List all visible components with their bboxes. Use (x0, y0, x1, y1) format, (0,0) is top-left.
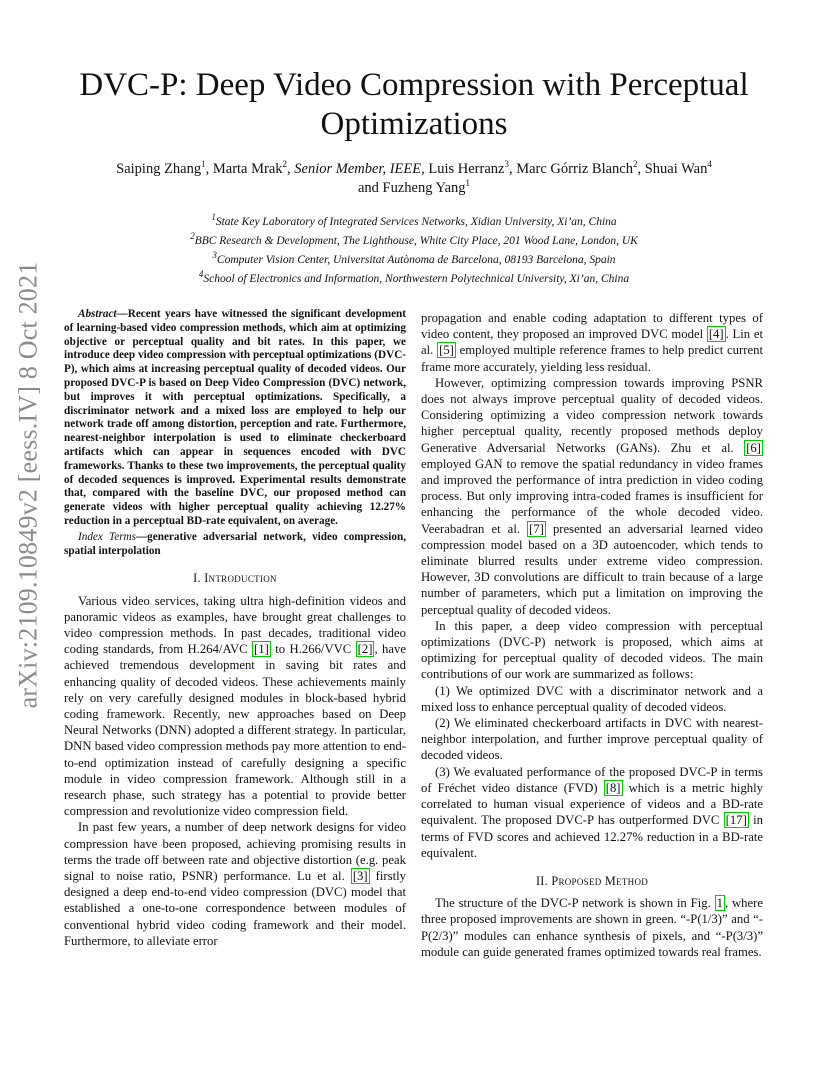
paragraph-text: However, optimizing compression towards improving PSNR does not always improve perceptual quality of decoded videos. Considering optimizing a video compression network towards higher perceptual quality, recently proposed methods deploy Generative Adversarial Networks (GANs). Zhu et al. (421, 375, 763, 455)
left-column (64, 308, 406, 949)
paragraph-text: The structure of the DVC-P network is shown in Fig. (435, 896, 715, 911)
affiliation (80, 213, 748, 232)
citation-link[interactable]: [2] (357, 642, 373, 657)
section-title: Proposed Method (551, 873, 649, 888)
affiliation (80, 232, 748, 251)
paragraph-text: to H.266/VVC (270, 642, 356, 657)
citation-link[interactable]: [17] (725, 813, 747, 828)
citation-link[interactable]: [8] (605, 780, 621, 795)
paragraph-text: , where three proposed improvements are shown in green. “-P(1/3)” and “-P(2/3)” modules can enhance synthesis of pixels, and “-P(3/3)” module can guide generated frames optimized towards real frames. (421, 896, 763, 959)
paragraph-text: (3) We evaluated performance of the proposed DVC-P in terms of Fréchet video distance (FVD) (421, 764, 763, 795)
author-name: , Marc Górriz Blanch (508, 161, 633, 177)
author-name: Luis Herranz (424, 161, 505, 177)
paragraph (64, 819, 406, 949)
citation-link[interactable]: [4] (708, 327, 724, 342)
arxiv-identifier-text: arXiv:2109.10849v2 [eess.IV] 8 Oct 2021 (13, 261, 42, 709)
abstract-label: Abstract (78, 308, 117, 320)
affiliation-marker: 4 (707, 159, 712, 170)
citation-link[interactable]: [6] (746, 440, 761, 455)
citation-link[interactable]: [5] (439, 343, 454, 358)
affiliation-text: State Key Laboratory of Integrated Services Networks, Xidian University, Xi’an, China (215, 216, 617, 228)
citation-link[interactable]: [7] (529, 521, 544, 536)
paragraph (64, 593, 406, 820)
author-separator: , (287, 161, 295, 177)
affiliation-text: BBC Research & Development, The Lighthouse, White City Place, 201 Wood Lane, London, UK (194, 235, 638, 247)
paragraph-text: propagation and enable coding adaptation to different types of video content, they proposed an improved DVC model (421, 311, 763, 342)
author-name: and Fuzheng Yang (357, 180, 466, 196)
author-name: , Marta Mrak (205, 161, 283, 177)
affiliation-text: School of Electronics and Information, Northwestern Polytechnical University, Xi’an, China (203, 273, 630, 285)
abstract (64, 308, 406, 529)
contribution-item: (2) We eliminated checkerboard artifacts in DVC with nearest-neighbor interpolation, and further improve perceptual quality of decoded videos. (421, 716, 763, 763)
section-title: Introduction (204, 571, 277, 586)
abstract-text: —Recent years have witnessed the significant development of learning-based video compression methods, which aim at optimizing objective or perceptual quality and bit rates. In this paper, we introduce deep video compression with perceptual optimizations (DVC-P), which aims at increasing perceptual quality of decoded videos. Our proposed DVC-P is based on Deep Video Compression (DVC) network, but improves it with perceptual optimizations. Specifically, a discriminator network and a mixed loss are employed to help our network trade off among distortion, perception and rate. Furthermore, nearest-neighbor interpolation is used to eliminate checkerboard artifacts which can appear in sequences encoded with DVC frameworks. Thanks to these two improvements, the perceptual quality of decoded sequences is improved. Experimental results demonstrate that, compared with the baseline DVC, our proposed method can generate videos with higher perceptual quality achieving 12.27% reduction in a perceptual BD-rate equivalent, on average. (64, 308, 406, 527)
figure-link[interactable]: 1 (716, 896, 723, 911)
paragraph-text: firstly designed a deep end-to-end video compression (DVC) model that established a one-to-one correspondence between modules of conventional hybrid video coding framework and their model. Furthermore, to alleviate error (64, 869, 406, 948)
paragraph (421, 375, 763, 618)
paragraph-text: , have achieved tremendous development in saving bit rates and enhancing quality of decoded videos. These achievements mainly rely on very carefully designed modules in block-based hybrid coding framework. Recently, new approaches based on Deep Neural Networks (DNN) adopted a different strategy. In particular, DNN based video compression methods pay more attention to end-to-end optimization instead of carefully designing a specific module in video compression framework. Although still in a research phase, such strategy has a potential to provide better compression and revolutionize video compression field. (64, 642, 407, 819)
author-title: Senior Member, IEEE, (294, 161, 425, 177)
citation-link[interactable]: [3] (352, 869, 368, 883)
citation-link[interactable]: [1] (254, 642, 269, 657)
paragraph-text: employed GAN to remove the spatial redundancy in video frames and improved the performance of intra prediction in video coding process. But only improving intra-coded frames is insufficient for enhancing the performance of the whole decoded video. Veerabadran et al. (421, 456, 763, 536)
contribution-item: (1) We optimized DVC with a discriminator network and a mixed loss to enhance perceptual quality of decoded videos. (421, 683, 763, 714)
affiliation-list (80, 213, 748, 289)
author-list (80, 160, 748, 198)
affiliation-marker: 2 (190, 231, 195, 242)
affiliation-marker: 1 (465, 178, 471, 189)
affiliation-marker: 2 (282, 159, 288, 170)
paragraph-continued (421, 310, 763, 375)
contribution-item (421, 764, 763, 861)
affiliation-marker: 1 (201, 159, 206, 170)
right-column (421, 310, 763, 960)
paragraph-text: . Lin et al. (421, 327, 763, 358)
affiliation-marker: 3 (212, 250, 217, 261)
paragraph-text: employed multiple reference frames to help predict current frame more accurately, yielding less residual. (421, 343, 763, 374)
section-numeral: I. (193, 571, 205, 586)
paragraph: In this paper, a deep video compression with perceptual optimizations (DVC-P) network is proposed, which aims at optimizing for perceptual quality of decoded videos. The main contributions of our work are summarized as follows: (421, 618, 763, 682)
affiliation-text: Computer Vision Center, Universitat Autònoma de Barcelona, 08193 Barcelona, Spain (216, 254, 616, 266)
index-terms-text: —generative adversarial network, video compression, spatial interpolation (64, 530, 406, 557)
author-name: Saiping Zhang (116, 161, 202, 177)
paragraph-text: in terms of FVD scores and achieved 12.27% reduction in a BD-rate equivalent. (421, 813, 763, 860)
paragraph-text: which is a metric highly correlated to human visual experience of videos and a BD-rate equivalent. The proposed DVC-P has outperformed DVC (421, 780, 763, 828)
paragraph-text: Various video services, taking ultra high-definition videos and panoramic videos as examples, have brought great challenges to video compression methods. In past decades, traditional video coding standards, from H.264/AVC (64, 593, 406, 657)
index-terms (64, 531, 406, 559)
author-name: , Shuai Wan (637, 161, 708, 177)
affiliation (80, 270, 748, 289)
section-heading-introduction (64, 570, 406, 586)
section-heading-proposed-method (421, 873, 763, 889)
paragraph (421, 895, 763, 960)
paragraph-text: presented an adversarial learned video compression model based on a 3D autoencoder, which tends to eliminate blurred results under extreme video compression. However, 3D convolutions are difficult to train because of a large number of parameters, which put a limitation on improving the perceptual quality of decoded videos. (421, 521, 763, 617)
affiliation-marker: 3 (504, 159, 509, 170)
paper-title: DVC-P: Deep Video Compression with Perceptual Optimizations (79, 67, 749, 142)
section-numeral: II. (535, 873, 552, 888)
paragraph-text: In past few years, a number of deep network designs for video compression have been proposed, achieving promising results in terms the trade off between rate and objective distortion (e.g. peak signal to noise ratio, PSNR) performance. Lu et al. (64, 820, 406, 883)
arxiv-identifier (10, 261, 46, 709)
affiliation-marker: 4 (198, 269, 204, 280)
index-terms-label: Index Terms (78, 530, 136, 543)
affiliation (80, 251, 748, 270)
affiliation-marker: 2 (632, 159, 638, 170)
affiliation-marker: 1 (211, 212, 216, 223)
